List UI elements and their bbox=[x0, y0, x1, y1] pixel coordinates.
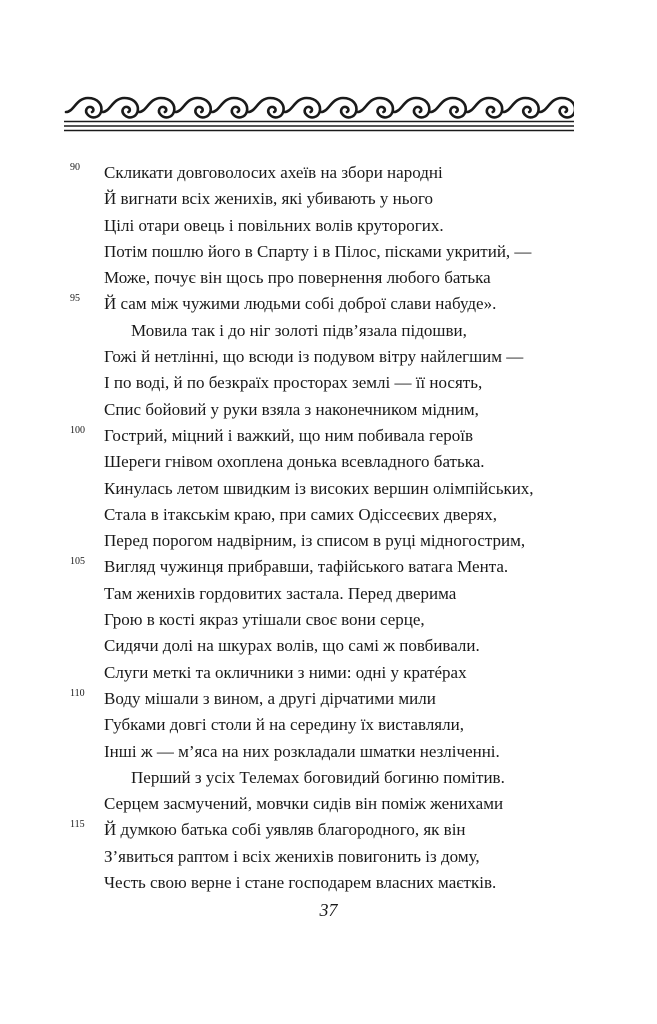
verse-text: Воду мішали з вином, а другі дірчатими мили bbox=[104, 688, 436, 708]
verse-line bbox=[0, 213, 657, 239]
verse-line bbox=[0, 554, 657, 580]
line-number: 110 bbox=[70, 687, 85, 699]
verse-line bbox=[0, 449, 657, 475]
line-number: 100 bbox=[70, 424, 85, 436]
verse-text: Губками довгі столи й на середину їх виставляли, bbox=[104, 715, 464, 735]
verse-line bbox=[0, 160, 657, 186]
verse-text: Серцем засмучений, мовчки сидів він поміж женихами bbox=[104, 794, 504, 814]
verse-text: І по воді, й по безкраїх просторах землі — її носять, bbox=[104, 373, 483, 393]
verse-line bbox=[0, 370, 657, 396]
verse-text: Перед порогом надвірним, із списом в руці мідногострим, bbox=[104, 531, 526, 551]
verse-text: Й думкою батька собі уявляв благородного, як він bbox=[104, 820, 466, 840]
line-number: 90 bbox=[70, 162, 80, 173]
verse-line bbox=[0, 344, 657, 370]
wave-scroll-motif bbox=[102, 98, 137, 117]
wave-scroll-motif bbox=[540, 98, 574, 117]
verse-text: Стала в ітакськім краю, при самих Одіссеєвих дверях, bbox=[104, 504, 498, 524]
wave-scroll-motif bbox=[430, 98, 465, 117]
wave-scroll-motif bbox=[321, 98, 356, 117]
verse-text: Гожі й нетлінні, що всюди із подувом вітру найлегшим — bbox=[104, 347, 524, 367]
verse-line bbox=[0, 502, 657, 528]
wave-scroll-motif bbox=[212, 98, 247, 117]
verse-text: Потім пошлю його в Спарту і в Пілос, пісками укритий, — bbox=[104, 241, 532, 261]
verse-text: Цілі отари овець і повільних волів круторогих. bbox=[104, 215, 444, 235]
verse-line bbox=[0, 739, 657, 765]
verse-line bbox=[0, 318, 657, 344]
verse-line bbox=[0, 765, 657, 791]
verse-line bbox=[0, 397, 657, 423]
verse-text: Скликати довговолосих ахеїв на збори народні bbox=[104, 163, 443, 182]
verse-text: Честь свою верне і стане господарем власних маєтків. bbox=[104, 873, 497, 893]
verse-text: Гострий, міцний і важкий, що ним побивала героїв bbox=[104, 425, 473, 445]
verse-line bbox=[0, 660, 657, 686]
verse-text: Мовила так і до ніг золоті підв’язала підошви, bbox=[131, 320, 467, 340]
line-number: 105 bbox=[70, 556, 85, 568]
verse-text: Й сам між чужими людьми собі доброї слави набуде». bbox=[104, 294, 497, 314]
verse-line bbox=[0, 265, 657, 291]
verse-line bbox=[0, 291, 657, 317]
line-number: 115 bbox=[70, 819, 85, 831]
verse-text: Вигляд чужинця прибравши, тафійського ватага Мента. bbox=[104, 557, 509, 577]
verse-text: Там женихів гордовитих застала. Перед дверима bbox=[104, 583, 457, 603]
verse-line bbox=[0, 686, 657, 712]
verse-text: Може, почує він щось про повернення любого батька bbox=[104, 268, 491, 288]
verse-text: Інші ж — м’яса на них розкладали шматки незліченні. bbox=[104, 741, 500, 761]
verse-text: Грою в кості якраз утішали своє вони серце, bbox=[104, 610, 425, 630]
verse-line bbox=[0, 528, 657, 554]
wave-scroll-motif bbox=[175, 98, 210, 117]
verse-line bbox=[0, 712, 657, 738]
wave-scroll-motif bbox=[66, 98, 101, 117]
verse-line bbox=[0, 423, 657, 449]
verse-line bbox=[0, 186, 657, 212]
greek-wave-border-ornament bbox=[64, 92, 574, 142]
verse-line bbox=[0, 476, 657, 502]
verse-line bbox=[0, 791, 657, 817]
verse-line bbox=[0, 581, 657, 607]
poem-text bbox=[0, 160, 657, 896]
wave-scroll-motif bbox=[467, 98, 502, 117]
verse-text: Й вигнати всіх женихів, які убивають у нього bbox=[104, 189, 434, 209]
verse-text: Кинулась летом швидким із високих вершин олімпійських, bbox=[104, 478, 534, 498]
verse-line bbox=[0, 844, 657, 870]
verse-line bbox=[0, 607, 657, 633]
verse-line bbox=[0, 817, 657, 843]
page-number: 37 bbox=[319, 900, 338, 920]
line-number: 95 bbox=[70, 293, 80, 305]
verse-text: Слуги меткі та окличники з ними: одні у кратéрах bbox=[104, 662, 467, 682]
wave-scroll-motif bbox=[248, 98, 283, 117]
wave-scroll-motif bbox=[394, 98, 429, 117]
wave-scroll-motif bbox=[139, 98, 174, 117]
verse-text: Шереги гнівом охоплена донька всевладного батька. bbox=[104, 452, 485, 472]
verse-text: Перший з усіх Телемах боговидий богиню помітив. bbox=[131, 767, 505, 787]
verse-text: Спис бойовий у руки взяла з наконечником мідним, bbox=[104, 399, 479, 419]
wave-scroll-motif bbox=[285, 98, 320, 117]
verse-text: Сидячи долі на шкурах волів, що самі ж повбивали. bbox=[104, 636, 480, 656]
verse-line bbox=[0, 870, 657, 896]
wave-scroll-motif bbox=[357, 98, 392, 117]
wave-scroll-motif bbox=[503, 98, 538, 117]
verse-line bbox=[0, 239, 657, 265]
verse-text: З’явиться раптом і всіх женихів повигонить із дому, bbox=[104, 846, 480, 866]
verse-line bbox=[0, 633, 657, 659]
